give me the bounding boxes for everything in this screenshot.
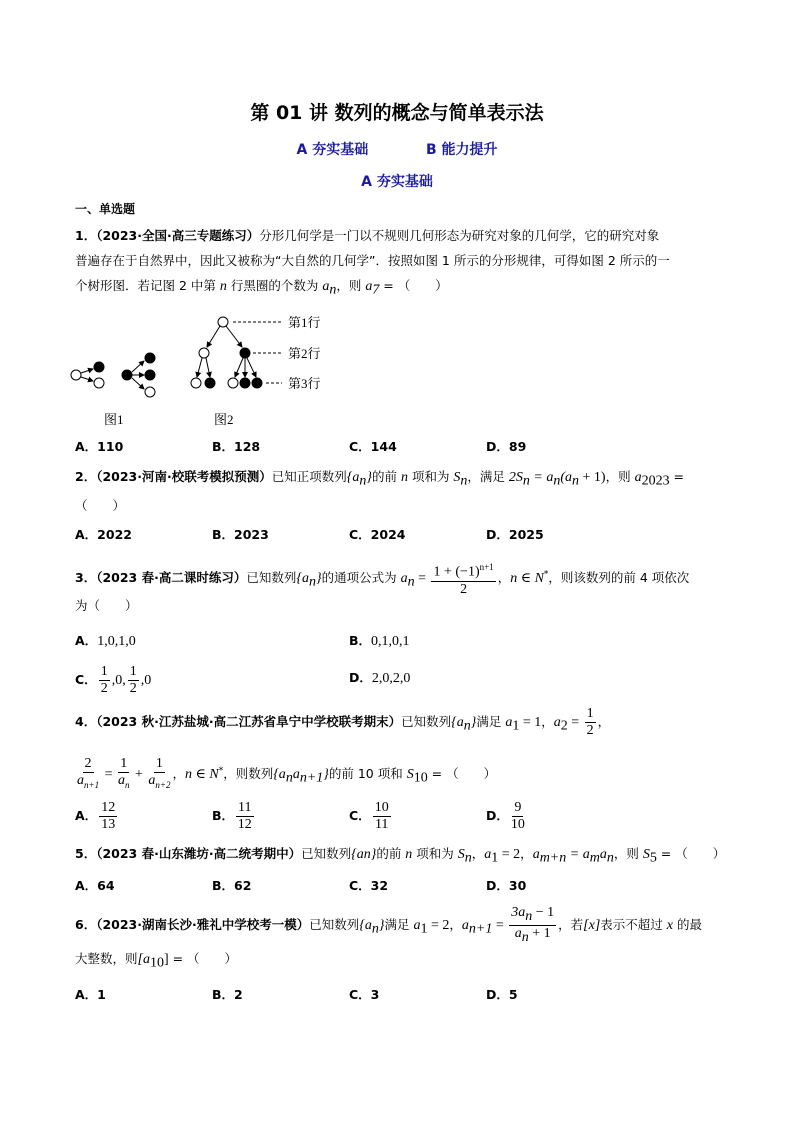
q2-option-d[interactable]: D．2025 bbox=[486, 527, 544, 542]
q3-option-c[interactable]: C． $\frac{1}{2}$ ,0, $\frac{1}{2}$ ,0 bbox=[75, 664, 152, 696]
question-2-line-2: （ ） bbox=[75, 498, 126, 513]
q5-option-b[interactable]: B．62 bbox=[212, 878, 252, 893]
question-6-line-1: 6．（2023·湖南长沙·雅礼中学校考一模）已知数列$\{a_n\}$满足 $a_1 = 2$，$a_{n+1}$ = $\frac{3a_n - 1}{a_n + 1}$ ，若[x]表示不超过 x 的最 bbox=[75, 905, 702, 945]
q1-option-d[interactable]: D．89 bbox=[486, 439, 527, 454]
section-tabs bbox=[0, 139, 794, 159]
part-heading: 一、单选题 bbox=[75, 202, 136, 216]
row-label-3: 第3行 bbox=[288, 376, 321, 391]
figure-1-caption: 图1 bbox=[104, 412, 124, 427]
q2-option-b[interactable]: B．2023 bbox=[212, 527, 269, 542]
q5-option-c[interactable]: C．32 bbox=[349, 878, 389, 893]
q6-option-d[interactable]: D．5 bbox=[486, 987, 518, 1002]
fractal-figure bbox=[0, 300, 360, 430]
section-heading: A 夯实基础 bbox=[361, 174, 433, 190]
question-1-line-1: 1．（2023·全国·高三专题练习）分形几何学是一门以不规则几何形态为研究对象的几何学，它的研究对象 bbox=[75, 228, 660, 243]
question-6-line-2: 大整数，则$[a_{10}]$ = （ ） bbox=[75, 951, 238, 971]
question-2-line-1: 2．（2023·河南·校联考模拟预测）已知正项数列$\{a_n\}$的前 n 项和为 $S_n$，满足 $2S_n = a_n(a_n + 1)$，则 $a_{2023}$ = bbox=[75, 469, 685, 489]
q3-option-b[interactable]: B．0,1,0,1 bbox=[349, 633, 410, 649]
question-5-line-1: 5．（2023 春·山东潍坊·高二统考期中）已知数列{an}的前 n 项和为 $S_n$，$a_1 = 2$，$a_{m+n} = a_ma_n$，则 $S_5$ = （ ） bbox=[75, 846, 726, 866]
figure-2-caption: 图2 bbox=[214, 412, 234, 427]
q4-option-a[interactable]: A． $\frac{12}{13}$ bbox=[75, 800, 116, 832]
q3-option-d[interactable]: D．2,0,2,0 bbox=[349, 670, 411, 686]
q4-option-c[interactable]: C． $\frac{10}{11}$ bbox=[349, 800, 389, 832]
q2-option-a[interactable]: A．2022 bbox=[75, 527, 132, 542]
q5-option-a[interactable]: A．64 bbox=[75, 878, 115, 893]
question-4-line-1: 4．（2023 秋·江苏盐城·高二江苏省阜宁中学校联考期末）已知数列$\{a_n\}$满足 $a_1 = 1$，$a_2$ = $\frac{1}{2}$ ， bbox=[75, 706, 611, 738]
page-title: 第 01 讲 数列的概念与简单表示法 bbox=[250, 102, 544, 124]
fraction: $\frac{1 + (-1)^{n+1}}{2}$ bbox=[431, 559, 495, 598]
q4-option-d[interactable]: D． $\frac{9}{10}$ bbox=[486, 800, 525, 832]
q1-option-a[interactable]: A．110 bbox=[75, 439, 124, 454]
tab-advanced[interactable]: B 能力提升 bbox=[425, 142, 498, 158]
q2-option-c[interactable]: C．2024 bbox=[349, 527, 406, 542]
q3-option-a[interactable]: A．1,0,1,0 bbox=[75, 633, 136, 649]
row-label-2: 第2行 bbox=[288, 346, 321, 361]
q6-option-c[interactable]: C．3 bbox=[349, 987, 380, 1002]
row-label-1: 第1行 bbox=[288, 315, 321, 330]
q5-option-d[interactable]: D．30 bbox=[486, 878, 527, 893]
q6-option-a[interactable]: A．1 bbox=[75, 987, 106, 1002]
question-3-line-1: 3．（2023 春·高二课时练习）已知数列$\{a_n\}$的通项公式为 $a_n$ = $\frac{1 + (-1)^{n+1}}{2}$ ，n ∈ N*，则该数列的前 4 项依次 bbox=[75, 559, 689, 598]
question-3-line-2: 为（ ） bbox=[75, 598, 138, 613]
question-1-line-3: 个树形图．若记图 2 中第 n 行黑圈的个数为 $a_n$，则 $a_7$ = （ ） bbox=[75, 278, 448, 298]
q6-option-b[interactable]: B．2 bbox=[212, 987, 243, 1002]
q4-option-b[interactable]: B． $\frac{11}{12}$ bbox=[212, 800, 252, 832]
question-4-line-2: $\frac{2}{a_{n+1}}$ = $\frac{1}{a_n}$ + $\frac{1}{a_{n+2}}$ ，n ∈ N*，则数列$\{a_na_{n+1}\}$的前 10 项和 $S_{10}$ = （ ） bbox=[77, 756, 497, 791]
tab-basic[interactable]: A 夯实基础 bbox=[296, 142, 369, 158]
q1-option-c[interactable]: C．144 bbox=[349, 439, 397, 454]
q1-option-b[interactable]: B．128 bbox=[212, 439, 261, 454]
question-1-line-2: 普遍存在于自然界中，因此又被称为“大自然的几何学”．按照如图 1 所示的分形规律，可得如图 2 所示的一 bbox=[75, 253, 670, 268]
